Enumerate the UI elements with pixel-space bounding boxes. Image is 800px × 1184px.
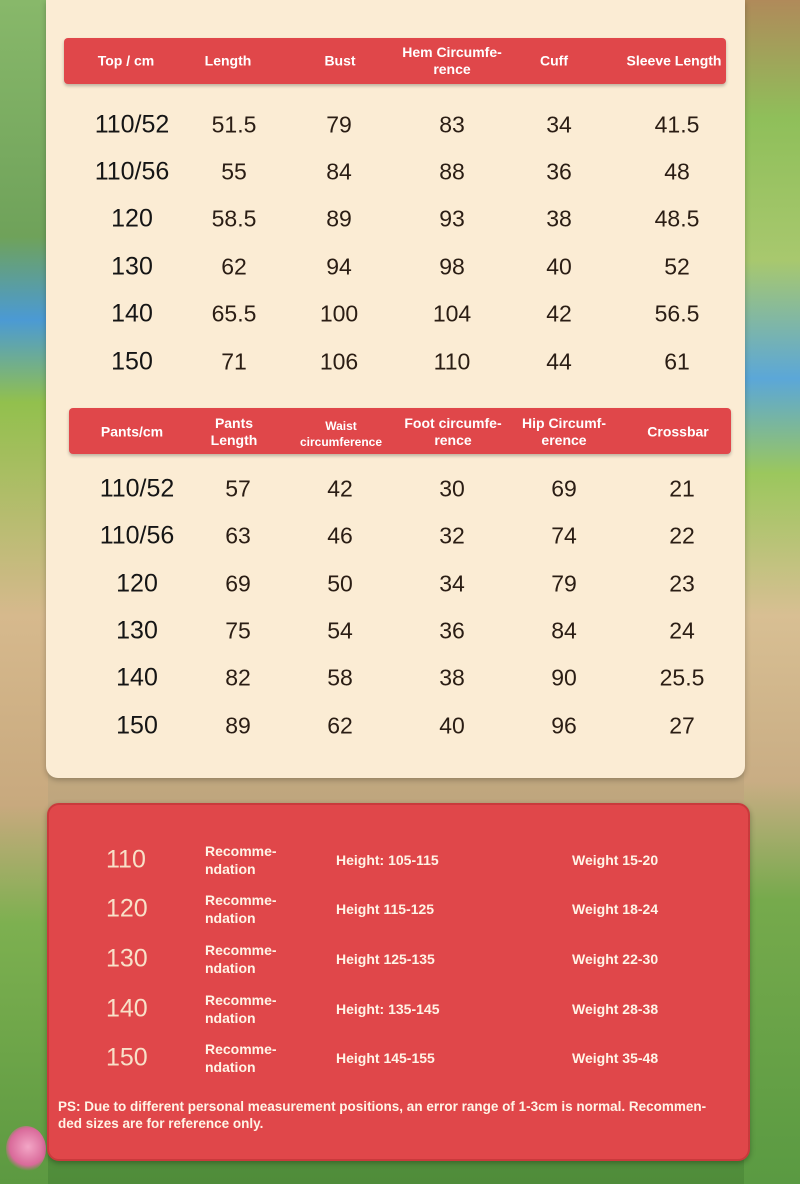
recommendation-size: 140	[106, 994, 148, 1023]
pants-table-value-cell: 62	[327, 712, 353, 739]
recommendation-weight: Weight 28-38	[572, 1001, 659, 1017]
top-table-value-cell: 79	[326, 111, 352, 138]
top-table-value-cell: 48	[664, 158, 690, 185]
header-sleeve-length: Sleeve Length	[626, 52, 722, 69]
header-bust: Bust	[324, 52, 356, 69]
top-table-value-cell: 48.5	[654, 205, 700, 232]
pants-table-value-cell: 84	[551, 617, 577, 644]
top-table-size-cell: 110/52	[94, 110, 170, 139]
header-cuff: Cuff	[540, 52, 568, 69]
top-table-value-cell: 83	[439, 111, 465, 138]
top-table-value-cell: 65.5	[211, 300, 257, 327]
top-table-value-cell: 52	[664, 253, 690, 280]
pants-table-size-cell: 110/56	[99, 521, 175, 550]
top-table-value-cell: 100	[319, 300, 359, 327]
recommendation-size: 120	[106, 894, 148, 923]
pants-table-value-cell: 54	[327, 617, 353, 644]
pants-table-value-cell: 24	[669, 617, 695, 644]
pants-table-value-cell: 42	[327, 475, 353, 502]
recommendation-label: Recomme- ndation	[205, 992, 277, 1026]
recommendation-weight: Weight 18-24	[572, 901, 659, 917]
top-table-value-cell: 94	[326, 253, 352, 280]
recommendation-height: Height 115-125	[336, 901, 435, 917]
pants-table-value-cell: 40	[439, 712, 465, 739]
pants-table-value-cell: 89	[225, 712, 251, 739]
top-table-value-cell: 38	[546, 205, 572, 232]
top-table-size-cell: 150	[111, 347, 153, 376]
top-table-value-cell: 98	[439, 253, 465, 280]
pants-table-value-cell: 23	[669, 570, 695, 597]
top-table-value-cell: 106	[319, 348, 359, 375]
top-table-size-cell: 120	[111, 204, 153, 233]
top-table-value-cell: 71	[221, 348, 247, 375]
recommendation-label: Recomme- ndation	[205, 1041, 277, 1075]
recommendation-weight: Weight 22-30	[572, 951, 659, 967]
flower-decoration	[6, 1126, 46, 1172]
pants-table-value-cell: 90	[551, 664, 577, 691]
pants-table-value-cell: 96	[551, 712, 577, 739]
recommendation-label: Recomme- ndation	[205, 942, 277, 976]
recommendation-size: 110	[106, 845, 146, 874]
pants-table-value-cell: 58	[327, 664, 353, 691]
header-waist-circumference: Waist circumference	[299, 419, 383, 449]
top-table-value-cell: 58.5	[211, 205, 257, 232]
top-table-value-cell: 84	[326, 158, 352, 185]
recommendation-size: 150	[106, 1043, 148, 1072]
top-table-value-cell: 44	[546, 348, 572, 375]
pants-table-value-cell: 32	[439, 522, 465, 549]
top-table-value-cell: 93	[439, 205, 465, 232]
pants-table-value-cell: 46	[327, 522, 353, 549]
pants-table-value-cell: 22	[669, 522, 695, 549]
pants-table-value-cell: 82	[225, 664, 251, 691]
pants-table-value-cell: 36	[439, 617, 465, 644]
top-table-value-cell: 104	[432, 300, 472, 327]
header-hem-circumference: Hem Circumfe- rence	[402, 44, 502, 77]
recommendation-height: Height 125-135	[336, 951, 435, 967]
top-table-value-cell: 41.5	[654, 111, 700, 138]
top-table-value-cell: 61	[664, 348, 690, 375]
footnote: PS: Due to different personal measurement positions, an error range of 1-3cm is normal. Recommen- ded sizes are for reference only.	[58, 1099, 707, 1131]
recommendation-size: 130	[106, 944, 148, 973]
top-table-value-cell: 88	[439, 158, 465, 185]
pants-table-value-cell: 63	[225, 522, 251, 549]
recommendation-height: Height 145-155	[336, 1050, 435, 1066]
recommendation-weight: Weight 15-20	[572, 852, 659, 868]
top-table-value-cell: 36	[546, 158, 572, 185]
background-right-scenery	[744, 0, 800, 1184]
pants-table-size-cell: 150	[116, 711, 158, 740]
pants-table-size-cell: 110/52	[99, 474, 175, 503]
top-table-header	[64, 38, 726, 84]
top-table-value-cell: 42	[546, 300, 572, 327]
background-left-scenery	[0, 0, 48, 1184]
pants-table-value-cell: 75	[225, 617, 251, 644]
header-top-cm: Top / cm	[97, 52, 155, 69]
pants-table-value-cell: 69	[225, 570, 251, 597]
pants-table-value-cell: 27	[669, 712, 695, 739]
top-table-value-cell: 55	[221, 158, 247, 185]
pants-table-size-cell: 140	[116, 663, 158, 692]
pants-table-size-cell: 120	[116, 569, 158, 598]
top-table-size-cell: 140	[111, 299, 153, 328]
recommendation-height: Height: 105-115	[336, 852, 439, 868]
header-foot-circumference: Foot circumfe- rence	[404, 415, 502, 448]
pants-table-value-cell: 34	[439, 570, 465, 597]
top-table-value-cell: 34	[546, 111, 572, 138]
top-table-value-cell: 110	[433, 348, 471, 375]
recommendation-label: Recomme- ndation	[205, 892, 277, 926]
top-table-value-cell: 89	[326, 205, 352, 232]
top-table-size-cell: 130	[111, 252, 153, 281]
pants-table-header	[69, 408, 731, 454]
recommendation-weight: Weight 35-48	[572, 1050, 659, 1066]
pants-table-value-cell: 79	[551, 570, 577, 597]
pants-table-value-cell: 38	[439, 664, 465, 691]
top-table-size-cell: 110/56	[94, 157, 170, 186]
recommendation-height: Height: 135-145	[336, 1001, 440, 1017]
pants-table-value-cell: 30	[439, 475, 465, 502]
pants-table-value-cell: 74	[551, 522, 577, 549]
pants-table-value-cell: 25.5	[659, 664, 705, 691]
header-hip-circumference: Hip Circumf- erence	[522, 415, 606, 448]
pants-table-size-cell: 130	[116, 616, 158, 645]
pants-table-value-cell: 57	[225, 475, 251, 502]
pants-table-value-cell: 21	[669, 475, 695, 502]
top-table-value-cell: 62	[221, 253, 247, 280]
top-table-value-cell: 40	[546, 253, 572, 280]
header-length: Length	[204, 52, 252, 69]
recommendation-label: Recomme- ndation	[205, 843, 277, 877]
pants-table-value-cell: 69	[551, 475, 577, 502]
pants-table-value-cell: 50	[327, 570, 353, 597]
top-table-value-cell: 51.5	[211, 111, 257, 138]
header-pants-length: Pants Length	[210, 415, 258, 448]
header-pants-cm: Pants/cm	[100, 423, 164, 440]
header-crossbar: Crossbar	[647, 423, 709, 440]
top-table-value-cell: 56.5	[654, 300, 700, 327]
